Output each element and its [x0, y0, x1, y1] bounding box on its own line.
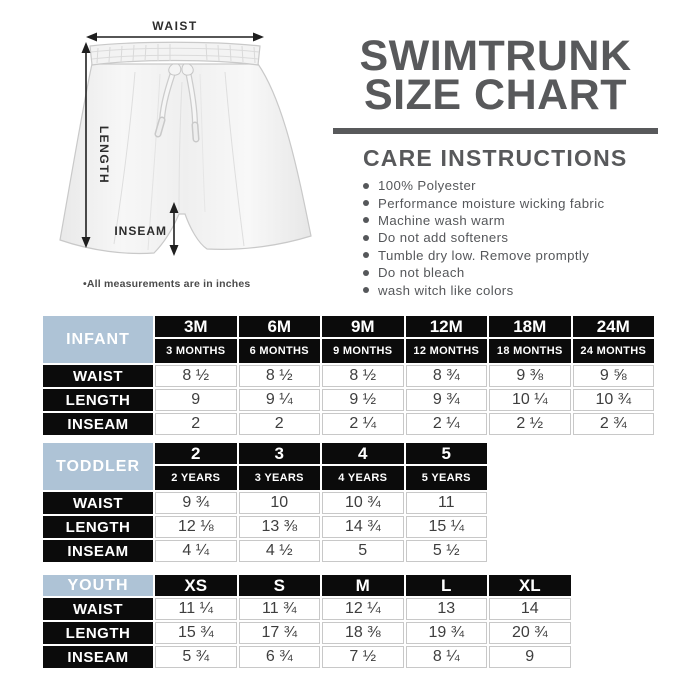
- measure-label: LENGTH: [43, 516, 153, 538]
- care-item: [363, 194, 605, 211]
- size-header: 2: [155, 443, 237, 464]
- care-item-text: Tumble dry low. Remove promptly: [378, 247, 590, 263]
- size-header: L: [406, 575, 488, 596]
- measure-label: WAIST: [43, 492, 153, 514]
- table-group-label: TODDLER: [43, 443, 153, 490]
- measure-value: 11 ¾: [239, 598, 321, 620]
- length-label: LENGTH: [97, 125, 111, 185]
- measure-value: 5 ¾: [155, 646, 237, 668]
- measure-value: 9 ¾: [155, 492, 237, 514]
- size-header: 9M: [322, 316, 404, 337]
- measure-value: 15 ¾: [155, 622, 237, 644]
- measure-value: 5 ½: [406, 540, 488, 562]
- measure-value: 2: [155, 413, 237, 435]
- bullet-icon: [363, 200, 369, 206]
- size-header: 4: [322, 443, 404, 464]
- measure-value: 2: [239, 413, 321, 435]
- measure-value: 8 ½: [239, 365, 321, 387]
- measure-label: INSEAM: [43, 540, 153, 562]
- care-item: [363, 177, 605, 194]
- care-instructions-list: [363, 177, 605, 299]
- size-header: 24M: [573, 316, 655, 337]
- size-subheader: 24 MONTHS: [573, 339, 655, 363]
- care-item: [363, 212, 605, 229]
- measure-label: INSEAM: [43, 646, 153, 668]
- measure-label: LENGTH: [43, 622, 153, 644]
- size-subheader: 12 MONTHS: [406, 339, 488, 363]
- size-table-toddler: [43, 443, 487, 562]
- measure-value: 4 ¼: [155, 540, 237, 562]
- care-item-text: 100% Polyester: [378, 178, 476, 194]
- measure-label: LENGTH: [43, 389, 153, 411]
- bullet-icon: [363, 183, 369, 189]
- measure-value: 9: [489, 646, 571, 668]
- bullet-icon: [363, 270, 369, 276]
- measure-value: 7 ½: [322, 646, 404, 668]
- measure-value: 2 ¾: [573, 413, 655, 435]
- page-title-line2: SIZE CHART: [364, 71, 627, 119]
- measure-value: 12 ¼: [322, 598, 404, 620]
- measure-value: 9 ⅝: [573, 365, 655, 387]
- measure-value: 10 ¾: [573, 389, 655, 411]
- bullet-icon: [363, 252, 369, 258]
- size-subheader: 9 MONTHS: [322, 339, 404, 363]
- bullet-icon: [363, 217, 369, 223]
- care-item: [363, 281, 605, 298]
- measure-value: 8 ½: [155, 365, 237, 387]
- measure-value: 10: [239, 492, 321, 514]
- page-title: [333, 32, 658, 119]
- measure-value: 18 ⅜: [322, 622, 404, 644]
- bullet-icon: [363, 235, 369, 241]
- measure-value: 9 ¼: [239, 389, 321, 411]
- size-header: 3: [239, 443, 321, 464]
- measure-value: 12 ⅛: [155, 516, 237, 538]
- measure-value: 4 ½: [239, 540, 321, 562]
- size-subheader: 2 YEARS: [155, 466, 237, 490]
- table-group-label: YOUTH: [43, 575, 153, 596]
- size-subheader: 5 YEARS: [406, 466, 488, 490]
- care-item-text: Do not add softeners: [378, 230, 509, 246]
- measure-value: 8 ¾: [406, 365, 488, 387]
- measure-value: 8 ½: [322, 365, 404, 387]
- care-item-text: Machine wash warm: [378, 212, 505, 228]
- measure-label: WAIST: [43, 365, 153, 387]
- measure-value: 14: [489, 598, 571, 620]
- care-item: [363, 247, 605, 264]
- size-table-infant: [43, 316, 654, 435]
- measure-value: 20 ¾: [489, 622, 571, 644]
- waist-arrow-icon: [86, 33, 264, 42]
- waist-label: WAIST: [152, 19, 198, 33]
- measure-value: 8 ¼: [406, 646, 488, 668]
- size-header: 6M: [239, 316, 321, 337]
- size-header: 18M: [489, 316, 571, 337]
- size-subheader: 18 MONTHS: [489, 339, 571, 363]
- measure-value: 13: [406, 598, 488, 620]
- measure-value: 2 ¼: [322, 413, 404, 435]
- shorts-diagram: [40, 12, 340, 274]
- measure-value: 11 ¼: [155, 598, 237, 620]
- measure-value: 10 ¼: [489, 389, 571, 411]
- page-title-line1: SWIMTRUNK: [359, 32, 632, 80]
- measure-value: 10 ¾: [322, 492, 404, 514]
- measure-value: 9 ¾: [406, 389, 488, 411]
- measure-value: 15 ¼: [406, 516, 488, 538]
- size-subheader: 3 MONTHS: [155, 339, 237, 363]
- measure-value: 14 ¾: [322, 516, 404, 538]
- measure-value: 5: [322, 540, 404, 562]
- measure-label: INSEAM: [43, 413, 153, 435]
- shorts-illustration: [40, 12, 340, 274]
- size-header: XL: [489, 575, 571, 596]
- size-header: 12M: [406, 316, 488, 337]
- size-table-youth: [43, 575, 571, 668]
- measure-value: 19 ¾: [406, 622, 488, 644]
- title-divider: [333, 128, 658, 134]
- size-subheader: 4 YEARS: [322, 466, 404, 490]
- measure-value: 13 ⅜: [239, 516, 321, 538]
- care-item-text: Do not bleach: [378, 265, 465, 281]
- bullet-icon: [363, 287, 369, 293]
- size-header: XS: [155, 575, 237, 596]
- care-instructions-heading: CARE INSTRUCTIONS: [363, 145, 628, 171]
- measure-value: 2 ½: [489, 413, 571, 435]
- measurements-note: •All measurements are in inches: [83, 278, 251, 290]
- measure-value: 9: [155, 389, 237, 411]
- measure-value: 17 ¾: [239, 622, 321, 644]
- size-header: S: [239, 575, 321, 596]
- measure-value: 6 ¾: [239, 646, 321, 668]
- care-item: [363, 229, 605, 246]
- shorts-waistband: [90, 42, 260, 65]
- care-item: [363, 264, 605, 281]
- measure-value: 9 ½: [322, 389, 404, 411]
- size-header: 5: [406, 443, 488, 464]
- size-subheader: 6 MONTHS: [239, 339, 321, 363]
- measure-value: 2 ¼: [406, 413, 488, 435]
- care-item-text: wash witch like colors: [378, 282, 514, 298]
- size-header: M: [322, 575, 404, 596]
- size-header: 3M: [155, 316, 237, 337]
- table-group-label: INFANT: [43, 316, 153, 363]
- measure-label: WAIST: [43, 598, 153, 620]
- measure-value: 11: [406, 492, 488, 514]
- measure-value: 9 ⅜: [489, 365, 571, 387]
- care-item-text: Performance moisture wicking fabric: [378, 195, 605, 211]
- size-subheader: 3 YEARS: [239, 466, 321, 490]
- inseam-label: INSEAM: [114, 224, 167, 238]
